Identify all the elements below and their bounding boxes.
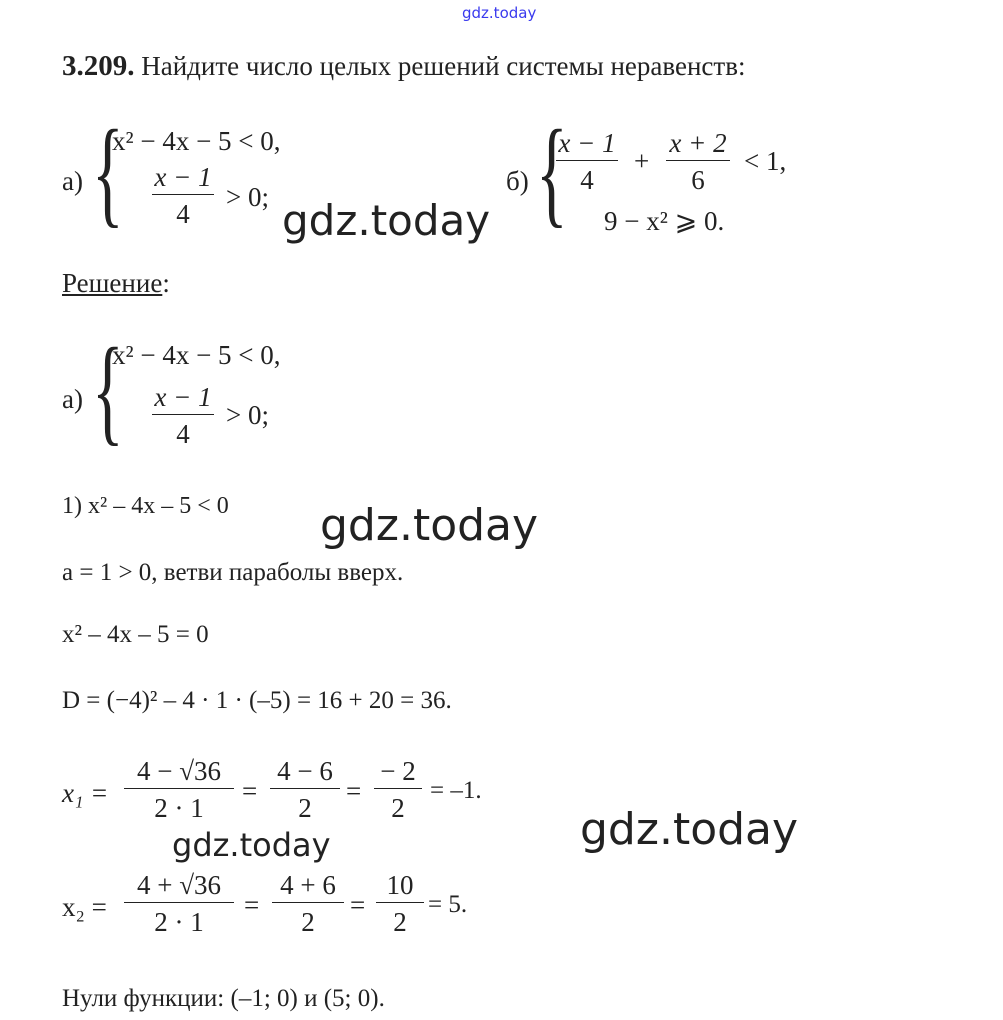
part-a-fraction bbox=[152, 164, 214, 228]
x2-fraction-3 bbox=[376, 872, 424, 936]
x1-eq-1: = bbox=[242, 776, 258, 806]
x1-label bbox=[62, 780, 108, 807]
zeros-line: Нули функции: (–1; 0) и (5; 0). bbox=[62, 985, 385, 1012]
problem-number: 3.209. bbox=[62, 50, 135, 82]
watermark-2: gdz.today bbox=[320, 500, 539, 551]
x2-fraction-2 bbox=[272, 872, 344, 936]
part-b-frac2-num: x + 2 bbox=[669, 128, 727, 158]
x2-f3-den: 2 bbox=[393, 907, 407, 937]
step-4: D = (−4)² – 4 · 1 · (–5) = 16 + 20 = 36. bbox=[62, 687, 452, 714]
step-3: x² – 4x – 5 = 0 bbox=[62, 621, 209, 648]
x2-label: x₂ = bbox=[62, 892, 107, 922]
part-b-fraction-1 bbox=[556, 130, 618, 194]
part-a-label: а) bbox=[62, 166, 83, 196]
x1-f3-num: − 2 bbox=[380, 756, 416, 786]
part-b-frac1-den: 4 bbox=[580, 165, 594, 195]
solution-a-fraction bbox=[152, 384, 214, 448]
x1-result: = –1. bbox=[430, 777, 482, 804]
part-a-frac-num: x − 1 bbox=[154, 162, 212, 192]
brace-b: { bbox=[536, 105, 568, 238]
solution-a-line1: x² − 4x − 5 < 0, bbox=[112, 340, 281, 370]
watermark-top: gdz.today bbox=[462, 4, 537, 22]
x1-f2-num: 4 − 6 bbox=[277, 756, 333, 786]
solution-heading-text: Решение bbox=[62, 268, 163, 298]
part-b-frac2-den: 6 bbox=[691, 165, 705, 195]
x2-result: = 5. bbox=[428, 891, 468, 918]
x1-f1-num: 4 − √36 bbox=[136, 756, 222, 786]
x2-f2-num: 4 + 6 bbox=[280, 870, 336, 900]
x2-eq-2: = bbox=[350, 890, 366, 920]
brace-a: { bbox=[92, 105, 124, 238]
part-b-frac1-num: x − 1 bbox=[558, 128, 616, 158]
solution-heading-colon: : bbox=[162, 268, 170, 298]
x2-eq-1: = bbox=[244, 890, 260, 920]
part-b-label: б) bbox=[506, 166, 529, 196]
watermark-1: gdz.today bbox=[282, 196, 491, 245]
x2-f1-num: 4 + √36 bbox=[136, 870, 222, 900]
x2-fraction-1 bbox=[124, 872, 234, 936]
part-b-line1-rest: < 1, bbox=[744, 146, 787, 176]
x1-f1-den: 2 · 1 bbox=[154, 793, 204, 823]
watermark-3: gdz.today bbox=[580, 804, 799, 855]
x2-f3-num: 10 bbox=[386, 870, 414, 900]
x1-f3-den: 2 bbox=[391, 793, 405, 823]
step-1: 1) x² – 4x – 5 < 0 bbox=[62, 493, 229, 519]
x2-f2-den: 2 bbox=[301, 907, 315, 937]
brace-solution-a: { bbox=[92, 323, 124, 456]
solution-a-frac-num: x − 1 bbox=[154, 382, 212, 412]
part-b-plus: + bbox=[634, 146, 650, 176]
x2-f1-den: 2 · 1 bbox=[154, 907, 204, 937]
x1-fraction-3 bbox=[374, 758, 422, 822]
part-b-fraction-2 bbox=[666, 130, 730, 194]
x1-fraction-2 bbox=[270, 758, 340, 822]
x1-label-text: x₁ = bbox=[62, 778, 109, 808]
x1-fraction-1 bbox=[124, 758, 234, 822]
solution-a-frac-den: 4 bbox=[176, 419, 190, 449]
part-a-frac-den: 4 bbox=[176, 199, 190, 229]
solution-heading bbox=[62, 270, 170, 297]
solution-a-label: а) bbox=[62, 384, 83, 414]
solution-a-line2-rest: > 0; bbox=[226, 400, 269, 430]
part-a-line1: x² − 4x − 5 < 0, bbox=[112, 126, 281, 156]
x1-eq-2: = bbox=[346, 776, 362, 806]
watermark-4: gdz.today bbox=[172, 826, 331, 864]
x1-f2-den: 2 bbox=[298, 793, 312, 823]
part-b-line2: 9 − x² ⩾ 0. bbox=[604, 206, 725, 236]
problem-text: Найдите число целых решений системы неравенств: bbox=[141, 51, 746, 81]
problem-heading bbox=[62, 52, 745, 81]
part-a-line2-rest: > 0; bbox=[226, 182, 269, 212]
step-2: a = 1 > 0, ветви параболы вверх. bbox=[62, 559, 404, 586]
